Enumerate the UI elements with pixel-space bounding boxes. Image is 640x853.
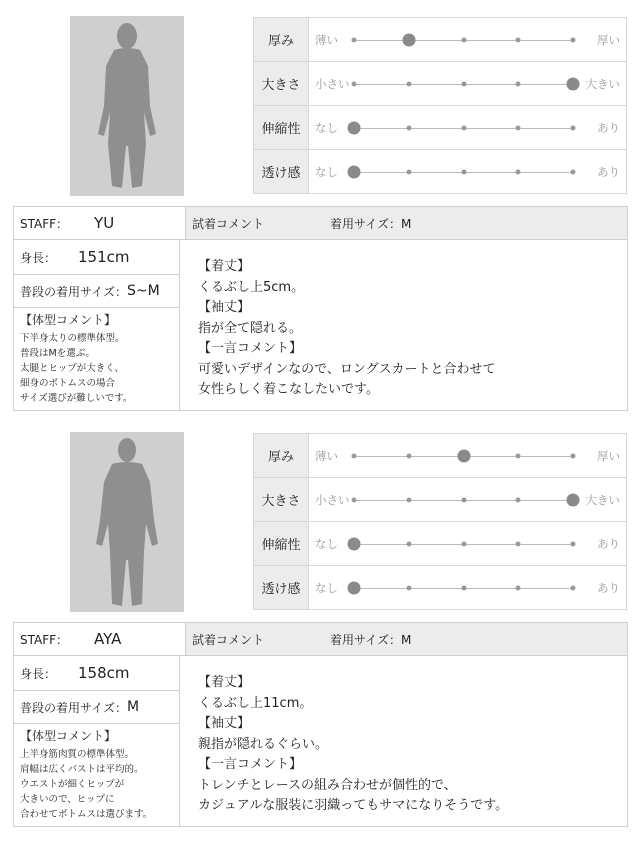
comment-line: 【着丈】 (198, 675, 251, 690)
comment-line: 指が全て隠れる。 (198, 320, 303, 336)
comment-line: トレンチとレースの組み合わせが個性的で、 (198, 777, 457, 793)
body-silhouette-image (70, 432, 184, 612)
meter-dot (461, 585, 466, 590)
staff-label: STAFF： (20, 216, 69, 231)
meter-min-label: 小さい (315, 76, 350, 91)
comment-line: 【着丈】 (198, 259, 251, 274)
body-type-line: 太腿とヒップが大きく、 (20, 363, 125, 374)
meter-dot (406, 453, 411, 458)
fabric-meters (253, 433, 627, 610)
meter-dot (406, 541, 411, 546)
body-type-line: 合わせてボトムスは選びます。 (20, 809, 153, 820)
staff-table-body (14, 656, 627, 826)
fitting-comment (180, 240, 627, 410)
comment-line: 可愛いデザインなので、ロングスカートと合わせて (198, 361, 496, 377)
meter-min-label: 薄い (315, 448, 338, 463)
meter-dot (406, 497, 411, 502)
comment-line: 親指が隠れるぐらい。 (198, 736, 329, 752)
worn-size: 着用サイズ：M (330, 632, 412, 647)
staff-name: AYA (94, 630, 122, 648)
comment-header-cell (186, 207, 627, 239)
meter-selected-dot (567, 77, 580, 90)
meter-sheerness (254, 566, 626, 610)
staff-table-header (14, 623, 627, 656)
meter-scale (309, 18, 626, 61)
fitting-comment (180, 656, 627, 826)
meter-dot (352, 37, 357, 42)
height-label: 身長： (20, 666, 57, 681)
comment-line: 女性らしく着こなしたいです。 (198, 382, 379, 397)
meter-label: 大きさ (254, 62, 309, 105)
comment-line: 【袖丈】 (198, 300, 251, 315)
body-type-heading: 【体型コメント】 (20, 729, 117, 743)
meter-dot (406, 81, 411, 86)
meter-dot (461, 81, 466, 86)
meter-dot (461, 125, 466, 130)
meter-label: 透け感 (254, 150, 309, 193)
meter-scale (309, 62, 626, 105)
person-silhouette-icon (70, 432, 184, 612)
meter-dot (461, 37, 466, 42)
meter-sheerness (254, 150, 626, 194)
meter-dot (516, 81, 521, 86)
staff-profile-column (14, 656, 180, 826)
comment-line: くるぶし上5cm。 (198, 279, 305, 295)
meter-thickness (254, 18, 626, 62)
meter-selected-dot (348, 165, 361, 178)
usual-size-value: S~M (127, 283, 160, 299)
comment-line: くるぶし上11cm。 (198, 695, 313, 711)
usual-size-value: M (127, 699, 140, 715)
meter-dot (571, 169, 576, 174)
person-silhouette-icon (70, 16, 184, 196)
meter-thickness (254, 434, 626, 478)
height-value: 151cm (78, 248, 130, 266)
meter-dot (406, 585, 411, 590)
meter-min-label: なし (315, 536, 338, 551)
height-value: 158cm (78, 664, 130, 682)
meter-size (254, 62, 626, 106)
meter-scale (309, 150, 626, 193)
usual-size-cell (14, 691, 179, 724)
body-type-line: 下半身太りの標準体型。 (20, 333, 125, 344)
usual-size-label: 普段の着用サイズ： (20, 284, 128, 299)
meter-min-label: なし (315, 164, 338, 179)
meter-dot (571, 37, 576, 42)
meter-selected-dot (348, 121, 361, 134)
comment-header: 試着コメント (192, 632, 265, 647)
meter-scale (309, 522, 626, 565)
meter-dot (516, 37, 521, 42)
comment-line: 【袖丈】 (198, 716, 251, 731)
meter-max-label: 大きい (585, 492, 620, 507)
meter-dot (461, 169, 466, 174)
usual-size-label: 普段の着用サイズ： (20, 700, 128, 715)
comment-line: 【一言コメント】 (198, 757, 303, 772)
height-cell (14, 656, 179, 691)
staff-profile-column (14, 240, 180, 410)
staff-table-header (14, 207, 627, 240)
meter-max-label: あり (597, 580, 620, 595)
meter-dot (352, 453, 357, 458)
comment-header: 試着コメント (192, 216, 265, 231)
meter-dot (571, 453, 576, 458)
body-type-line: 細身のボトムスの場合 (20, 378, 116, 389)
meter-dot (352, 497, 357, 502)
height-cell (14, 240, 179, 275)
meter-dot (352, 81, 357, 86)
meter-max-label: あり (597, 164, 620, 179)
fabric-meters (253, 17, 627, 194)
body-type-line: サイズ選びが難しいです。 (20, 393, 133, 404)
meter-max-label: あり (597, 120, 620, 135)
meter-dot (461, 541, 466, 546)
meter-stretch (254, 522, 626, 566)
meter-min-label: なし (315, 120, 338, 135)
meter-label: 透け感 (254, 566, 309, 609)
body-type-line: 肩幅は広くバストは平均的。 (20, 764, 144, 775)
staff-label: STAFF： (20, 632, 69, 647)
meter-selected-dot (567, 493, 580, 506)
body-silhouette-image (70, 16, 184, 196)
meter-selected-dot (348, 537, 361, 550)
meter-scale (309, 478, 626, 521)
worn-size: 着用サイズ：M (330, 216, 412, 231)
meter-dot (516, 497, 521, 502)
meter-dot (516, 453, 521, 458)
staff-name-cell (14, 207, 186, 239)
meter-label: 厚み (254, 18, 309, 61)
staff-info-table (13, 622, 628, 827)
meter-dot (406, 125, 411, 130)
meter-size (254, 478, 626, 522)
meter-dot (516, 541, 521, 546)
body-type-line: 普段はMを選ぶ。 (20, 348, 95, 359)
meter-selected-dot (457, 449, 470, 462)
staff-name-cell (14, 623, 186, 655)
body-type-line: ウエストが細くヒップが (20, 779, 125, 790)
meter-label: 伸縮性 (254, 106, 309, 149)
body-type-line: 大きいので、ヒップに (20, 794, 115, 805)
meter-scale (309, 106, 626, 149)
meter-max-label: 大きい (585, 76, 620, 91)
meter-dot (516, 125, 521, 130)
meter-min-label: なし (315, 580, 338, 595)
meter-stretch (254, 106, 626, 150)
comment-header-cell (186, 623, 627, 655)
height-label: 身長： (20, 250, 57, 265)
meter-dot (571, 125, 576, 130)
meter-selected-dot (402, 33, 415, 46)
meter-scale (309, 566, 626, 609)
meter-label: 厚み (254, 434, 309, 477)
meter-dot (571, 541, 576, 546)
comment-line: 【一言コメント】 (198, 341, 303, 356)
body-type-comment (14, 724, 179, 826)
meter-dot (461, 497, 466, 502)
staff-table-body (14, 240, 627, 410)
meter-label: 伸縮性 (254, 522, 309, 565)
body-type-line: 上半身筋肉質の標準体型。 (20, 749, 135, 760)
meter-dot (516, 169, 521, 174)
usual-size-cell (14, 275, 179, 308)
meter-max-label: あり (597, 536, 620, 551)
meter-dot (516, 585, 521, 590)
staff-name: YU (94, 214, 115, 232)
meter-selected-dot (348, 581, 361, 594)
comment-line: カジュアルな服装に羽織ってもサマになりそうです。 (198, 798, 509, 813)
meter-max-label: 厚い (597, 32, 620, 47)
meter-min-label: 小さい (315, 492, 350, 507)
body-type-comment (14, 308, 179, 410)
meter-max-label: 厚い (597, 448, 620, 463)
body-type-heading: 【体型コメント】 (20, 313, 117, 327)
staff-info-table (13, 206, 628, 411)
meter-min-label: 薄い (315, 32, 338, 47)
meter-dot (406, 169, 411, 174)
meter-dot (571, 585, 576, 590)
meter-scale (309, 434, 626, 477)
meter-label: 大きさ (254, 478, 309, 521)
